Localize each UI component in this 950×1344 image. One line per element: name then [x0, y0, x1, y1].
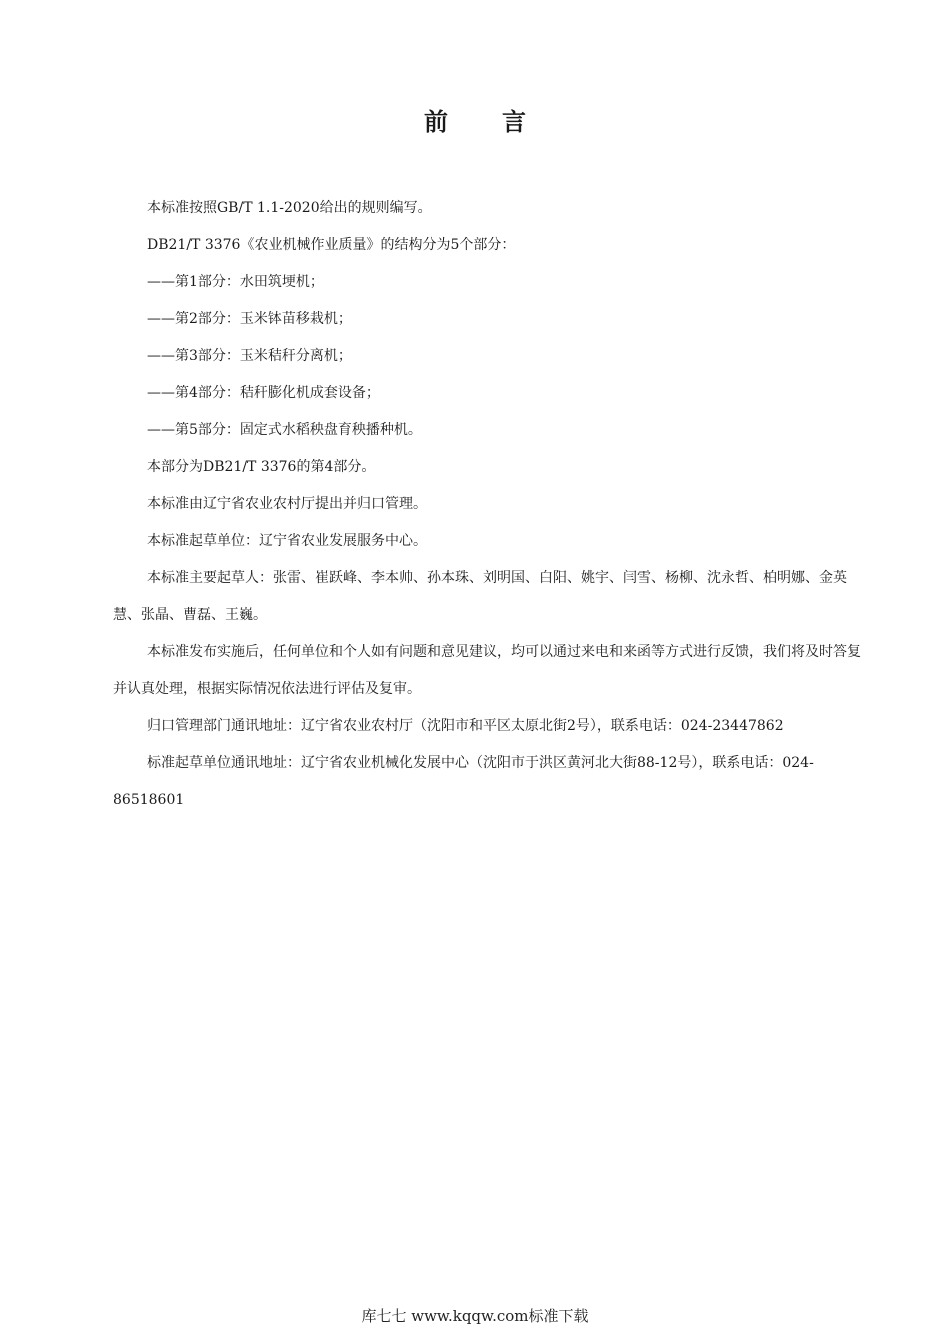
list-item-part-4: ——第4部分：秸秆膨化机成套设备；: [147, 385, 380, 401]
list-item-part-1: ——第1部分：水田筑埂机；: [147, 274, 324, 290]
paragraph-drafters: 本标准主要起草人：张雷、崔跃峰、李本帅、孙本珠、刘明国、白阳、姚宇、闫雪、杨柳、沈永哲、柏明娜、金英慧、张晶、曹磊、王巍。: [113, 570, 847, 623]
paragraph-feedback: 本标准发布实施后，任何单位和个人如有问题和意见建议，均可以通过来电和来函等方式进行反馈，我们将及时答复并认真处理，根据实际情况依法进行评估及复审。: [113, 644, 861, 697]
paragraph-rules: 本标准按照GB/T 1.1-2020给出的规则编写。: [147, 200, 432, 216]
paragraph-structure: DB21/T 3376《农业机械作业质量》的结构分为5个部分：: [147, 237, 516, 253]
list-item-part-2: ——第2部分：玉米钵苗移栽机；: [147, 311, 352, 327]
list-item-part-5: ——第5部分：固定式水稻秧盘育秧播种机。: [147, 422, 422, 438]
paragraph-management-address: 归口管理部门通讯地址：辽宁省农业农村厅（沈阳市和平区太原北街2号），联系电话：024-23447862: [147, 718, 784, 734]
paragraph-this-part: 本部分为DB21/T 3376的第4部分。: [147, 459, 376, 475]
list-item-part-3: ——第3部分：玉米秸秆分离机；: [147, 348, 352, 364]
page-title: 前言: [424, 108, 580, 136]
foreword-body: [113, 190, 863, 819]
paragraph-proposer: 本标准由辽宁省农业农村厅提出并归口管理。: [147, 496, 427, 512]
paragraph-drafting-unit: 本标准起草单位：辽宁省农业发展服务中心。: [147, 533, 427, 549]
paragraph-drafting-address: 标准起草单位通讯地址：辽宁省农业机械化发展中心（沈阳市于洪区黄河北大街88-12号），联系电话：024-86518601: [113, 755, 814, 808]
footer-watermark: 库七七 www.kqqw.com标准下载: [361, 1307, 589, 1325]
